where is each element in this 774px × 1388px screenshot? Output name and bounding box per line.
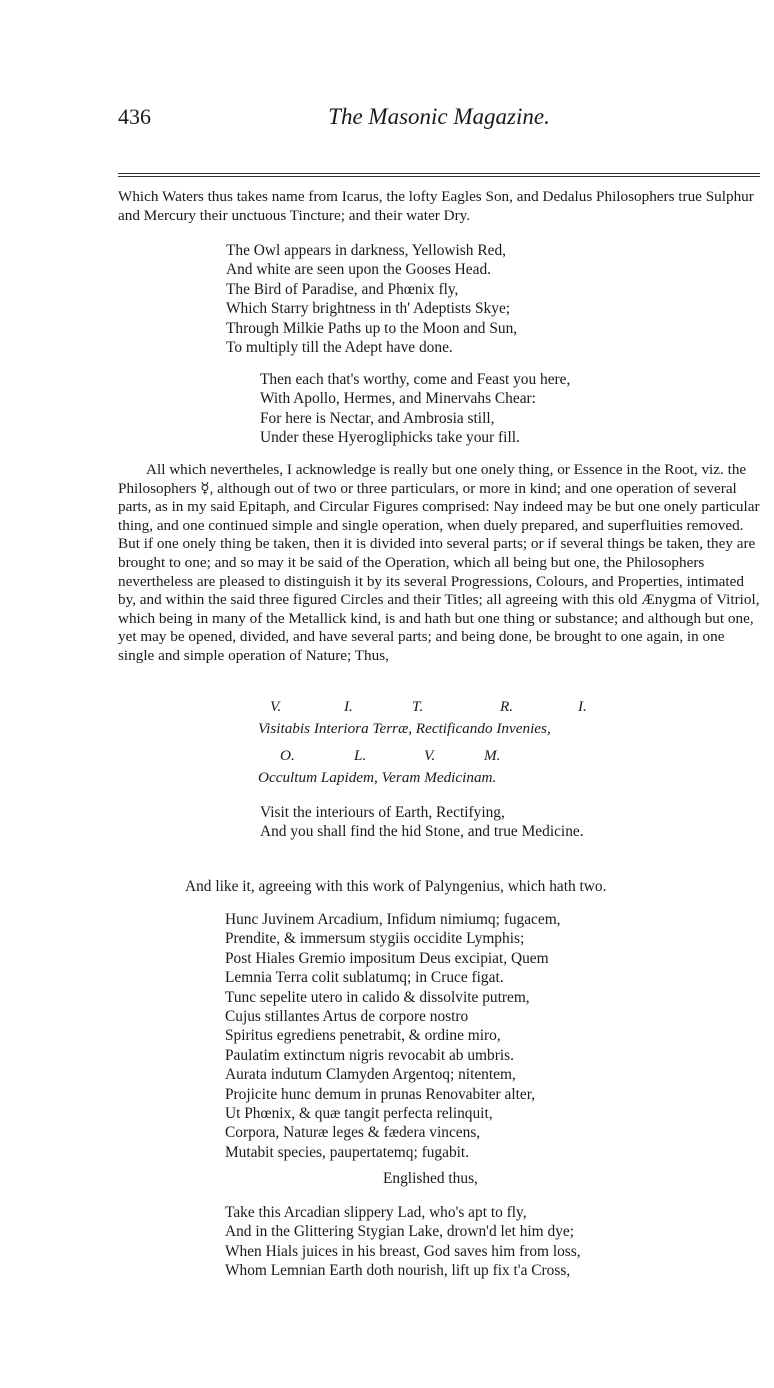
translation-line: And you shall find the hid Stone, and true Medicine. [260, 823, 584, 841]
acrostic-letter: V. [270, 698, 282, 715]
latin-verse-line: Aurata indutum Clamyden Argentoq; nitentem, [225, 1066, 516, 1084]
acrostic-letter: I. [578, 698, 587, 715]
latin-verse-line: Post Hiales Gremio impositum Deus excipiat, Quem [225, 949, 549, 967]
verse-line: Which Starry brightness in th' Adeptists Skye; [226, 300, 511, 318]
page-number: 436 [118, 104, 151, 129]
intro-paragraph-block [118, 188, 760, 225]
acrostic-line-2: Occultum Lapidem, Veram Medicinam. [258, 769, 497, 786]
verse-stanza-1 [226, 241, 517, 357]
latin-verse-block [225, 910, 561, 1162]
english-verse-line: Whom Lemnian Earth doth nourish, lift up fix t'a Cross, [225, 1262, 571, 1280]
verse-line: And white are seen upon the Gooses Head. [226, 261, 491, 279]
verse-line: Under these Hyerogliphicks take your fill. [260, 429, 520, 447]
main-paragraph: All which nevertheles, I acknowledge is really but one onely thing, or Essence in the Root, viz. the Philosophers ☿, although out of two or three particulars, or more in kind; and one operation of several parts, as in my said Epitaph, and Circular Figures comprised: Nay indeed may be but one onely particular thing, and one continued simple and single operation, when duely prepared, and superfluities removed. But if one onely thing be taken, then it is divided into several parts; or if several things be taken, they are brought to one; and so may it be said of the Operation, which all being but one, the Philosophers nevertheless are pleased to distinguish it by its several Progressions, Colours, and Properties, intimated by, and within the said three figured Circles and their Titles; all agreeing with this old Ænygma of Vitriol, which being in many of the Metallick kind, is and hath but one thing or substance; and although but one, yet may be opened, divided, and have several parts; and being done, be brought to one again, in one single and simple operation of Nature; Thus, [118, 461, 760, 664]
englished-heading: Englished thus, [383, 1170, 478, 1187]
verse-line: Then each that's worthy, come and Feast you here, [260, 371, 571, 388]
intro-paragraph: Which Waters thus takes name from Icarus, the lofty Eagles Son, and Dedalus Philosophers true Sulphur and Mercury their unctuous Tincture; and their water Dry. [118, 188, 754, 224]
verse-line: Through Milkie Paths up to the Moon and Sun, [226, 319, 518, 337]
latin-verse-line: Paulatim extinctum nigris revocabit ab umbris. [225, 1046, 514, 1064]
latin-verse-line: Tunc sepelite utero in calido & dissolvite putrem, [225, 988, 530, 1006]
running-title: The Masonic Magazine. [328, 104, 550, 129]
acrostic-letter: I. [344, 698, 353, 715]
latin-verse-line: Cujus stillantes Artus de corpore nostro [225, 1008, 469, 1026]
verse-line: The Owl appears in darkness, Yellowish Red, [226, 242, 506, 259]
english-verse-line: Take this Arcadian slippery Lad, who's apt to fly, [225, 1204, 527, 1221]
page-header [118, 104, 760, 138]
latin-verse-line: Mutabit species, paupertatemq; fugabit. [225, 1143, 470, 1161]
latin-verse-line: Ut Phœnix, & quæ tangit perfecta relinquit, [225, 1105, 493, 1123]
verse-line: To multiply till the Adept have done. [226, 339, 453, 357]
acrostic-letter: R. [500, 698, 514, 715]
header-rule [118, 173, 760, 174]
english-verse-line: And in the Glittering Stygian Lake, drown'd let him dye; [225, 1223, 575, 1241]
latin-verse-line: Lemnia Terra colit sublatumq; in Cruce figat. [225, 969, 504, 987]
acrostic-letter: V. [424, 747, 436, 764]
latin-verse-line: Spiritus egrediens penetrabit, & ordine miro, [225, 1027, 501, 1045]
verse-line: For here is Nectar, and Ambrosia still, [260, 409, 495, 427]
acrostic-letter: L. [354, 747, 367, 764]
latin-verse-line: Prendite, & immersum stygiis occidite Lymphis; [225, 930, 525, 948]
verse-stanza-2 [260, 370, 570, 448]
acrostic-letter: O. [280, 747, 295, 764]
acrostic-letter: M. [484, 747, 501, 764]
english-verse-block [225, 1203, 581, 1281]
translation-line: Visit the interiours of Earth, Rectifying, [260, 804, 505, 821]
latin-verse-line: Hunc Juvinem Arcadium, Infidum nimiumq; fugacem, [225, 911, 561, 928]
translation-block [260, 803, 584, 842]
verse-line: With Apollo, Hermes, and Minervahs Chear: [260, 390, 536, 408]
acrostic-line-1: Visitabis Interiora Terræ, Rectificando Invenies, [258, 720, 551, 737]
acrostic-letter: T. [412, 698, 424, 715]
header-rule-double [118, 176, 760, 177]
latin-verse-line: Projicite hunc demum in prunas Renovabiter alter, [225, 1085, 536, 1103]
verse-line: The Bird of Paradise, and Phœnix fly, [226, 280, 459, 298]
transition-line: And like it, agreeing with this work of Palyngenius, which hath two. [185, 878, 607, 895]
english-verse-line: When Hials juices in his breast, God saves him from loss, [225, 1242, 581, 1260]
latin-verse-line: Corpora, Naturæ leges & fædera vincens, [225, 1124, 481, 1142]
main-paragraph-block [118, 461, 760, 666]
